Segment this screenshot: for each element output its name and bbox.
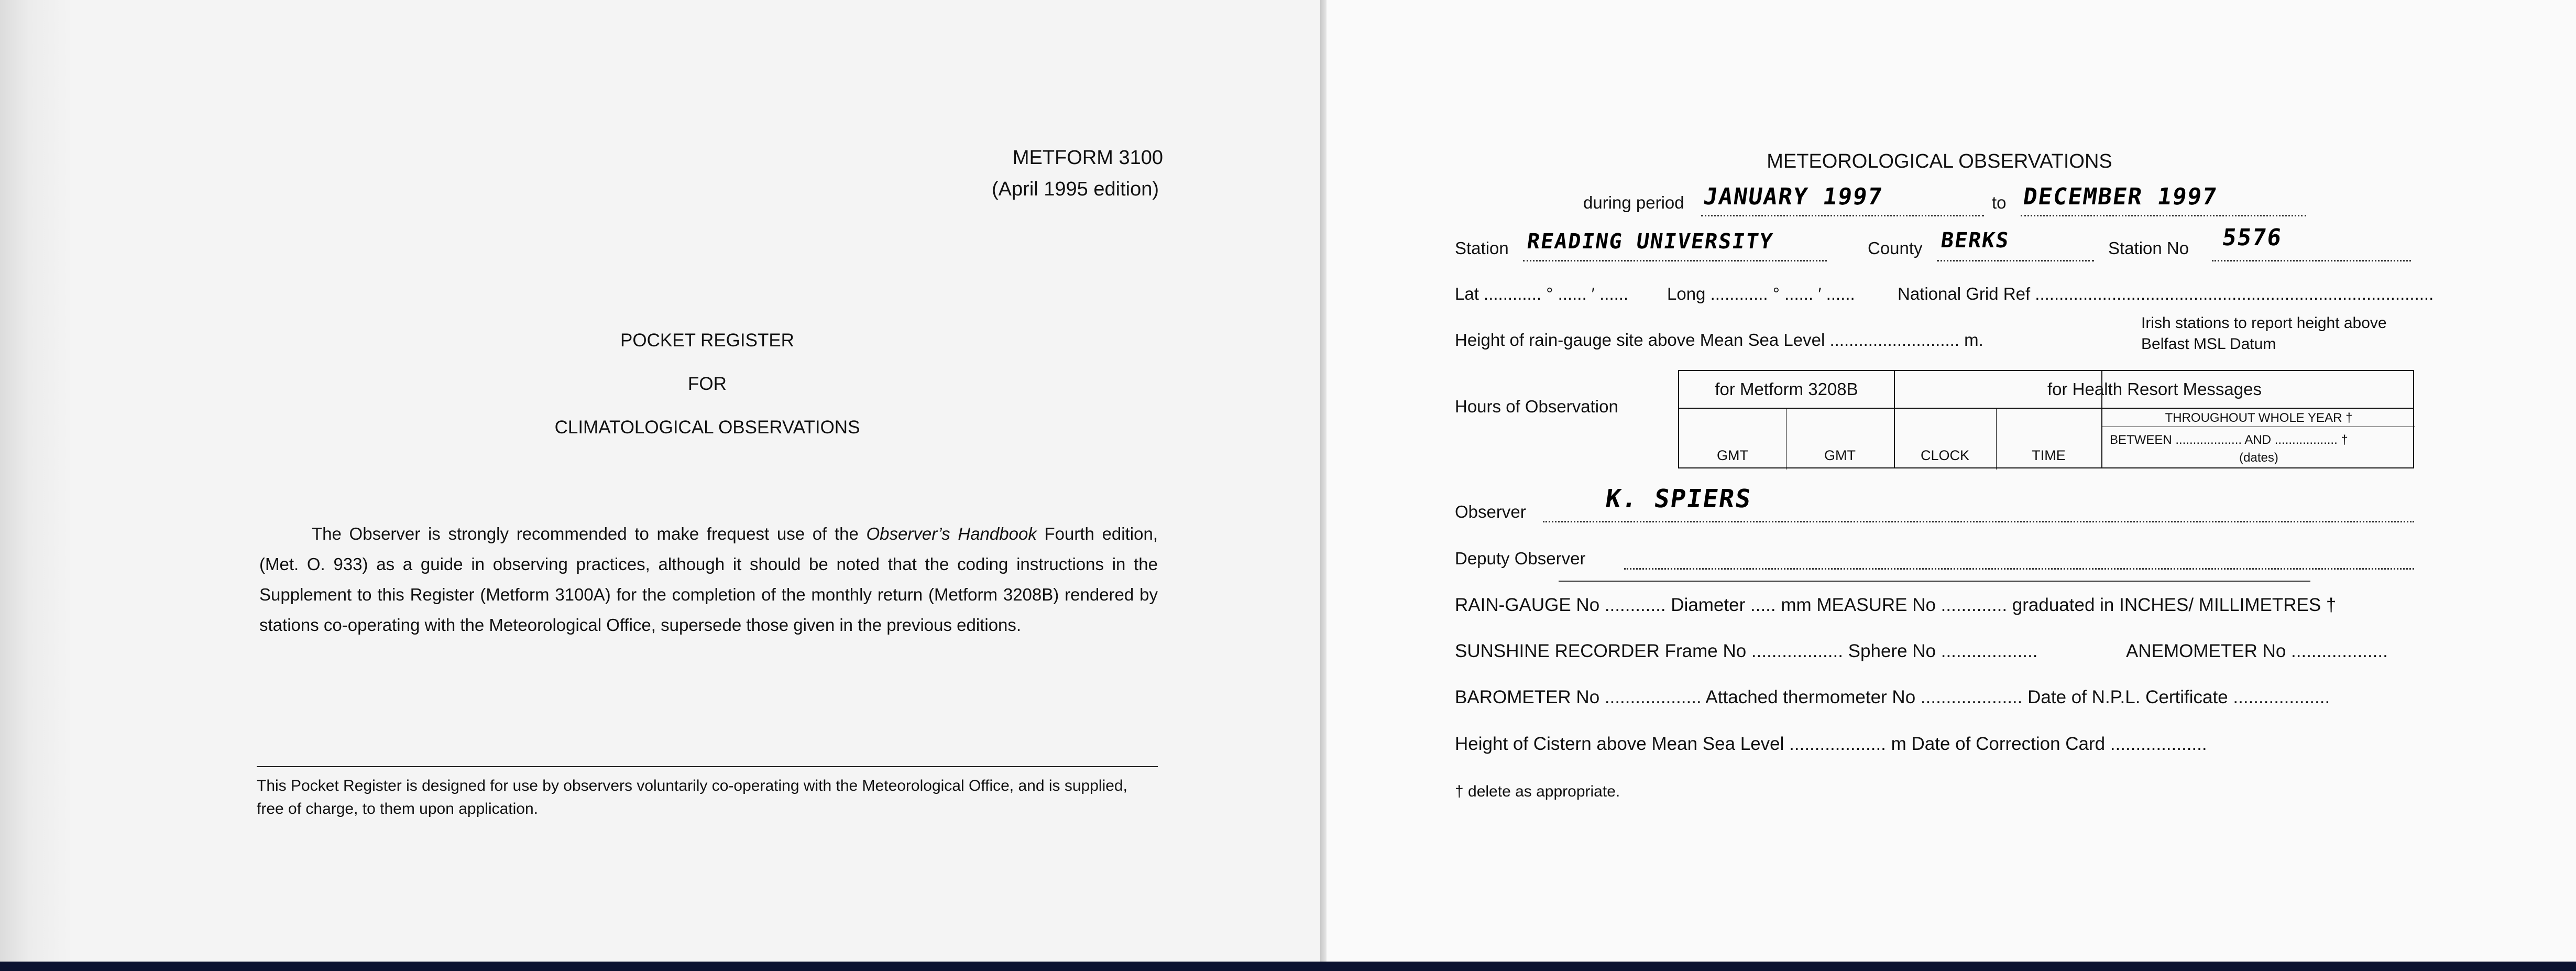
rain-gauge-line: RAIN-GAUGE No ............ Diameter ..... mm MEASURE No ............. graduated in INCHES/ MILLIMETRES † (1455, 595, 2337, 615)
to-label: to (1992, 193, 2007, 212)
col-health-resort: for Health Resort Messages (2047, 379, 2262, 399)
book-gutter (1320, 0, 1327, 962)
anemometer-line: ANEMOMETER No ................... (2126, 641, 2388, 661)
observer-value: K. SPIERS (1604, 484, 1754, 514)
handbook-title: Observer’s Handbook (866, 524, 1037, 543)
observer-label: Observer (1455, 502, 1526, 521)
station-label: Station (1455, 238, 1509, 258)
station-field (1523, 230, 1827, 261)
intro-paragraph: The Observer is strongly recommended to make frequest use of the Observer’s Handbook Fourth edition, (Met. O. 933) as a guide in observing practices, although it should be noted that the coding instructions in the Supplement to this Register (Metform 3100A) for the completion of the monthly return (Metform 3208B) rendered by stations co-operating with the Meteorological Office, supersede those given in the previous editions. (259, 524, 1158, 635)
during-period-label: during period (1583, 193, 1684, 212)
register-title-line2: FOR (688, 374, 727, 394)
right-page (1327, 0, 2576, 962)
cistern-line: Height of Cistern above Mean Sea Level ................... m Date of Correction Card ................... (1455, 734, 2207, 754)
period-to-value: DECEMBER 1997 (2021, 183, 2219, 210)
county-field (1937, 228, 2094, 261)
observer-field (1543, 484, 2414, 522)
col-metform: for Metform 3208B (1715, 379, 1858, 399)
deputy-observer-field (1624, 550, 2414, 570)
station-no-field (2212, 224, 2411, 261)
between-dates: BETWEEN ................... AND .................. † (2110, 433, 2348, 447)
clock: CLOCK (1920, 448, 1970, 463)
throughout-year: THROUGHOUT WHOLE YEAR † (2165, 411, 2353, 425)
form-id: METFORM 3100 (1012, 147, 1163, 169)
irish-note-line1: Irish stations to report height above (2141, 314, 2387, 332)
register-title-line1: POCKET REGISTER (620, 330, 794, 351)
station-no-label: Station No (2108, 238, 2189, 258)
lat-field: Lat ............ ° ...... ′ ...... (1455, 284, 1629, 303)
sunshine-recorder-line: SUNSHINE RECORDER Frame No .................. Sphere No ................... (1455, 641, 2038, 661)
station-value: READING UNIVERSITY (1525, 230, 1775, 254)
period-from-value: JANUARY 1997 (1702, 183, 1885, 210)
gmt-1: GMT (1717, 448, 1748, 463)
irish-note-line2: Belfast MSL Datum (2141, 335, 2276, 353)
register-title-line3: CLIMATOLOGICAL OBSERVATIONS (554, 417, 860, 438)
dates-label: (dates) (2239, 451, 2278, 465)
form-title: METEOROLOGICAL OBSERVATIONS (1767, 150, 2112, 172)
page-edge-shadow (0, 0, 73, 962)
delete-note: † delete as appropriate. (1455, 783, 1620, 800)
hours-of-observation-table (1678, 370, 2414, 468)
long-field: Long ............ ° ...... ′ ...... (1667, 284, 1855, 303)
time: TIME (2032, 448, 2066, 463)
station-no-value: 5576 (2220, 224, 2284, 251)
county-label: County (1868, 238, 1923, 258)
form-edition: (April 1995 edition) (992, 178, 1159, 200)
gmt-2: GMT (1824, 448, 1856, 463)
bottom-background (0, 962, 2576, 971)
footnote: This Pocket Register is designed for use by observers voluntarily co-operating with the Meteorological Office, and is supplied, free of charge, to them upon application. (257, 777, 1127, 817)
county-value: BERKS (1939, 228, 2011, 253)
period-to-field (2021, 183, 2306, 216)
section-divider (1559, 581, 2310, 582)
deputy-observer-label: Deputy Observer (1455, 549, 1586, 568)
barometer-line: BAROMETER No ................... Attached thermometer No .................... Date of N.P.L. Certificate ................... (1455, 687, 2330, 707)
hours-label: Hours of Observation (1455, 397, 1618, 416)
rain-gauge-height-field: Height of rain-gauge site above Mean Sea Level ........................... m. (1455, 330, 1983, 350)
period-from-field (1701, 183, 1984, 216)
grid-ref-field: National Grid Ref ................................................................................... (1898, 284, 2434, 303)
footnote-divider (257, 766, 1158, 767)
